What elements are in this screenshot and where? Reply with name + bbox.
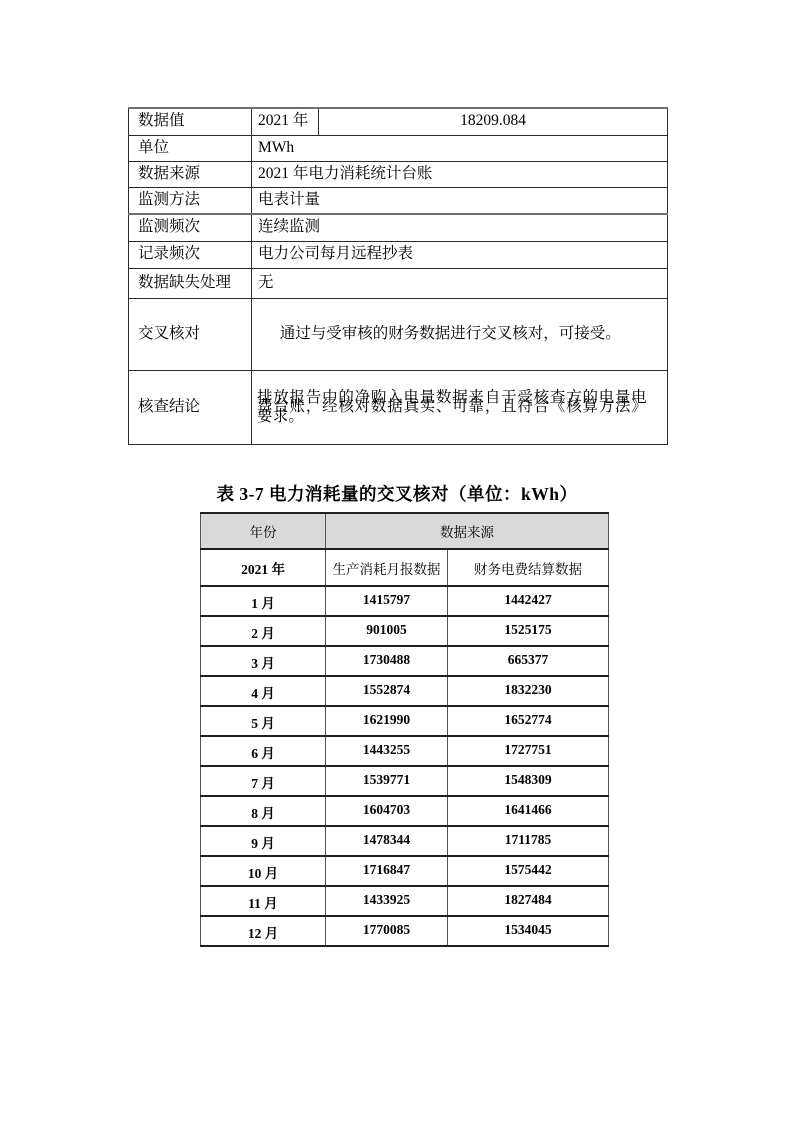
finance-cell: 1727751	[448, 736, 609, 766]
year-cell: 2021 年	[252, 108, 319, 135]
production-cell: 1415797	[326, 586, 448, 616]
finance-cell: 1711785	[448, 826, 609, 856]
row-label: 数据值	[129, 108, 252, 135]
value-cell: 电力公司每月远程抄表	[252, 241, 668, 268]
finance-cell: 1525175	[448, 616, 609, 646]
table-row	[201, 706, 609, 736]
header-row-source	[201, 513, 609, 549]
value-cell: 无	[252, 268, 668, 298]
value-cell: MWh	[252, 135, 668, 161]
finance-cell: 1827484	[448, 886, 609, 916]
production-cell: 1716847	[326, 856, 448, 886]
finance-cell: 1442427	[448, 586, 609, 616]
conclusion-cell: 排放报告中的净购入电量数据来自于受核查方的电量电费台账，经核对数据真实、可靠，且符合《核算方法》要求。	[252, 370, 668, 444]
monitoring-info-table	[128, 107, 668, 445]
row-label: 数据缺失处理	[129, 268, 252, 298]
finance-cell: 1652774	[448, 706, 609, 736]
finance-cell: 1534045	[448, 916, 609, 946]
table-row	[201, 826, 609, 856]
value-cell: 18209.084	[319, 108, 668, 135]
value-cell: 连续监测	[252, 214, 668, 241]
table-row	[201, 646, 609, 676]
row-label: 监测频次	[129, 214, 252, 241]
finance-cell: 1641466	[448, 796, 609, 826]
value-cell: 电表计量	[252, 187, 668, 214]
table-row	[129, 268, 668, 298]
row-label: 监测方法	[129, 187, 252, 214]
production-column-header: 生产消耗月报数据	[326, 549, 448, 586]
finance-cell: 1575442	[448, 856, 609, 886]
row-label: 数据来源	[129, 161, 252, 187]
production-cell: 1478344	[326, 826, 448, 856]
row-label: 记录频次	[129, 241, 252, 268]
production-cell: 1604703	[326, 796, 448, 826]
production-cell: 1539771	[326, 766, 448, 796]
production-cell: 1443255	[326, 736, 448, 766]
row-label: 核查结论	[129, 370, 252, 444]
month-cell: 12 月	[201, 916, 326, 946]
table-row	[201, 736, 609, 766]
production-cell: 1730488	[326, 646, 448, 676]
table-row	[201, 916, 609, 946]
table-row	[201, 886, 609, 916]
production-cell: 1552874	[326, 676, 448, 706]
month-cell: 7 月	[201, 766, 326, 796]
source-header-cell: 数据来源	[326, 513, 609, 549]
finance-cell: 665377	[448, 646, 609, 676]
finance-cell: 1832230	[448, 676, 609, 706]
month-cell: 11 月	[201, 886, 326, 916]
value-cell: 通过与受审核的财务数据进行交叉核对，可接受。	[252, 298, 668, 370]
table-row	[201, 796, 609, 826]
finance-cell: 1548309	[448, 766, 609, 796]
table-row	[129, 161, 668, 187]
month-cell: 3 月	[201, 646, 326, 676]
table-row	[201, 676, 609, 706]
value-cell: 2021 年电力消耗统计台账	[252, 161, 668, 187]
table-row	[201, 616, 609, 646]
table-row	[201, 586, 609, 616]
month-cell: 5 月	[201, 706, 326, 736]
finance-column-header: 财务电费结算数据	[448, 549, 609, 586]
row-label: 单位	[129, 135, 252, 161]
production-cell: 1433925	[326, 886, 448, 916]
row-label: 交叉核对	[129, 298, 252, 370]
table-row	[201, 766, 609, 796]
month-cell: 4 月	[201, 676, 326, 706]
production-cell: 901005	[326, 616, 448, 646]
table-caption: 表 3-7 电力消耗量的交叉核对（单位：kWh）	[216, 484, 578, 504]
table-row	[129, 370, 668, 444]
cross-check-table	[200, 512, 609, 947]
table-row	[129, 214, 668, 241]
production-cell: 1770085	[326, 916, 448, 946]
month-cell: 2 月	[201, 616, 326, 646]
table-row	[129, 135, 668, 161]
table-row	[129, 298, 668, 370]
year-header-cell: 年份	[201, 513, 326, 549]
table-row	[129, 187, 668, 214]
month-cell: 6 月	[201, 736, 326, 766]
year-value-cell: 2021 年	[201, 549, 326, 586]
table-row	[201, 856, 609, 886]
month-cell: 9 月	[201, 826, 326, 856]
month-cell: 8 月	[201, 796, 326, 826]
header-row-columns	[201, 549, 609, 586]
month-cell: 1 月	[201, 586, 326, 616]
production-cell: 1621990	[326, 706, 448, 736]
table-row	[129, 241, 668, 268]
month-cell: 10 月	[201, 856, 326, 886]
table-row	[129, 108, 668, 135]
